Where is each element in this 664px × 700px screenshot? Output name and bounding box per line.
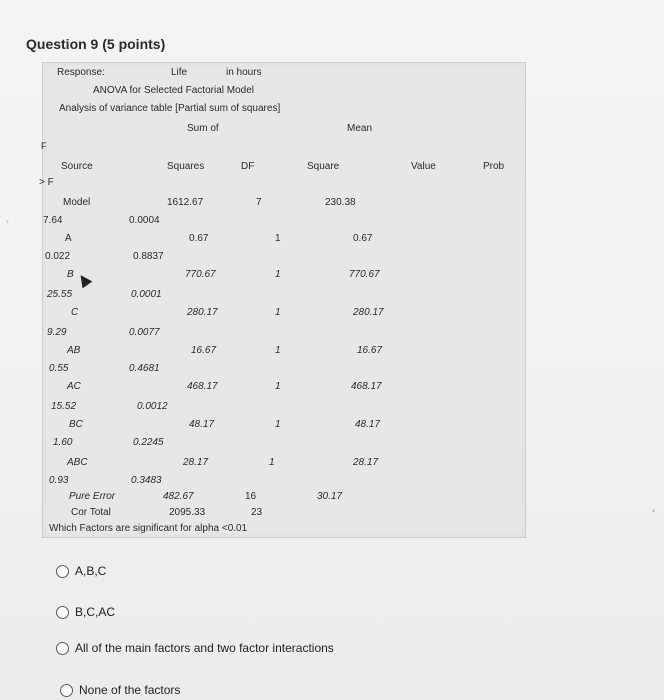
row-mean-square: 280.17: [353, 307, 384, 318]
response-variable: Life: [171, 67, 188, 78]
row-df: 1: [275, 381, 281, 392]
row-sum-squares: 48.17: [189, 419, 215, 430]
radio-icon[interactable]: [56, 565, 69, 578]
row-sum-squares: 16.67: [191, 345, 217, 356]
row-sum-squares: 28.17: [183, 457, 209, 468]
header-df: DF: [241, 161, 255, 172]
anova-heading: ANOVA for Selected Factorial Model: [93, 85, 254, 96]
header-f: F: [41, 141, 47, 151]
row-mean-square: 0.67: [353, 233, 373, 244]
row-sum-squares: 0.67: [189, 233, 209, 244]
header-gt-f: > F: [39, 177, 54, 188]
answer-choice-all-main-and-two-factor[interactable]: [56, 641, 334, 655]
row-prob: 0.0012: [137, 401, 168, 412]
anova-subheading: Analysis of variance table [Partial sum of squares]: [59, 103, 281, 114]
pure-error-label: Pure Error: [69, 491, 116, 502]
scroll-dot-icon: •: [652, 506, 656, 516]
row-source: B: [67, 269, 74, 280]
row-f-value: 25.55: [47, 289, 73, 300]
row-source: Model: [63, 197, 91, 208]
row-f-value: 15.52: [51, 401, 77, 412]
response-label: Response:: [57, 67, 105, 78]
header-value: Value: [411, 161, 436, 172]
row-prob: 0.0077: [129, 327, 160, 338]
row-prob: 0.4681: [129, 363, 160, 374]
scroll-chevron-left-icon: ‹: [6, 216, 9, 226]
header-squares: Squares: [167, 161, 205, 172]
row-source: AC: [67, 381, 81, 392]
row-f-value: 0.022: [45, 251, 71, 262]
row-sum-squares: 770.67: [185, 269, 216, 280]
row-source: ABC: [67, 457, 88, 468]
answer-label: A,B,C: [75, 564, 107, 578]
row-f-value: 9.29: [47, 327, 67, 338]
row-prob: 0.0004: [129, 215, 160, 226]
cor-total-label: Cor Total: [71, 507, 111, 518]
answer-label: None of the factors: [79, 683, 181, 697]
answer-label: B,C,AC: [75, 605, 116, 619]
row-prob: 0.2245: [133, 437, 164, 448]
row-mean-square: 48.17: [355, 419, 381, 430]
row-sum-squares: 1612.67: [167, 197, 204, 208]
answer-choice-none[interactable]: [60, 683, 180, 697]
header-sum-of: Sum of: [187, 123, 219, 134]
row-df: 7: [256, 197, 262, 208]
row-mean-square: 16.67: [357, 345, 383, 356]
question-title: Question 9 (5 points): [26, 36, 166, 52]
answer-label: All of the main factors and two factor interactions: [75, 641, 334, 655]
row-prob: 0.0001: [131, 289, 162, 300]
row-df: 1: [275, 307, 281, 318]
row-mean-square: 770.67: [349, 269, 380, 280]
row-source: A: [65, 233, 72, 244]
radio-icon[interactable]: [56, 642, 69, 655]
row-prob: 0.3483: [131, 475, 162, 486]
cor-total-df: 23: [251, 507, 263, 518]
pure-error-ss: 482.67: [163, 491, 194, 502]
significance-prompt: Which Factors are significant for alpha <0.01: [49, 523, 248, 534]
row-df: 1: [275, 345, 281, 356]
row-sum-squares: 468.17: [187, 381, 218, 392]
radio-icon[interactable]: [56, 606, 69, 619]
header-mean: Mean: [347, 123, 373, 134]
row-source: AB: [67, 345, 81, 356]
row-f-value: 1.60: [53, 437, 73, 448]
header-prob: Prob: [483, 161, 505, 172]
anova-table-image: [39, 62, 526, 538]
row-source: C: [71, 307, 79, 318]
cor-total-ss: 2095.33: [169, 507, 206, 518]
pure-error-df: 16: [245, 491, 257, 502]
row-df: 1: [275, 269, 281, 280]
row-f-value: 7.64: [43, 215, 63, 226]
row-mean-square: 230.38: [325, 197, 356, 208]
row-f-value: 0.93: [49, 475, 69, 486]
row-f-value: 0.55: [49, 363, 69, 374]
row-mean-square: 28.17: [353, 457, 379, 468]
row-source: BC: [69, 419, 83, 430]
row-mean-square: 468.17: [351, 381, 382, 392]
row-df: 1: [275, 419, 281, 430]
response-unit: in hours: [226, 67, 262, 78]
pure-error-ms: 30.17: [317, 491, 343, 502]
row-df: 1: [275, 233, 281, 244]
header-square: Square: [307, 161, 340, 172]
radio-icon[interactable]: [60, 684, 73, 697]
row-prob: 0.8837: [133, 251, 164, 262]
row-df: 1: [269, 457, 275, 468]
answer-choice-abc[interactable]: [56, 564, 106, 578]
row-sum-squares: 280.17: [187, 307, 218, 318]
answer-choice-bc-ac[interactable]: [56, 605, 115, 619]
header-source: Source: [61, 161, 93, 172]
